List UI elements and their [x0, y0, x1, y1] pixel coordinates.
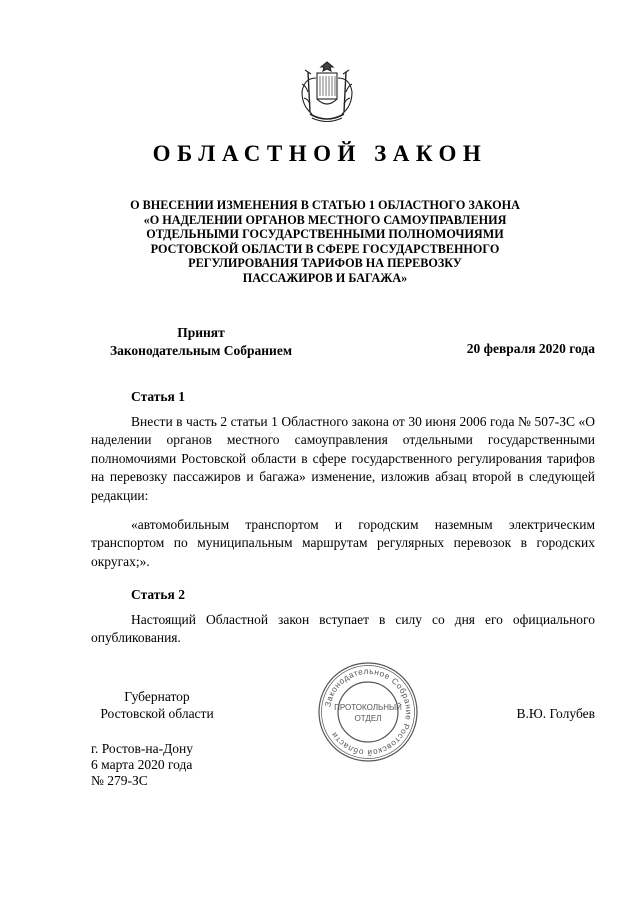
stamp-ring-text: Законодательное Собрание Ростовской области [322, 665, 415, 759]
subject-line: «О НАДЕЛЕНИИ ОРГАНОВ МЕСТНОГО САМОУПРАВЛЕНИЯ [143, 212, 507, 227]
place-date-number [91, 741, 193, 790]
stamp-center-line: ПРОТОКОЛЬНЫЙ [334, 703, 402, 712]
signer-position-line: Губернатор [124, 689, 190, 704]
signer-position-line: Ростовской области [100, 705, 214, 721]
coat-of-arms-icon [296, 58, 358, 126]
adopted-label: Принят [177, 325, 225, 340]
law-number: № 279-ЗС [91, 773, 148, 789]
place-city: г. Ростов-на-Дону [91, 741, 194, 756]
subject-line: РОСТОВСКОЙ ОБЛАСТИ В СФЕРЕ ГОСУДАРСТВЕННОГО [150, 241, 500, 256]
law-subject [100, 198, 550, 286]
subject-line: ОТДЕЛЬНЫМИ ГОСУДАРСТВЕННЫМИ ПОЛНОМОЧИЯМИ [146, 227, 504, 242]
subject-line: О ВНЕСЕНИИ ИЗМЕНЕНИЯ В СТАТЬЮ 1 ОБЛАСТНОГО ЗАКОНА [130, 198, 520, 212]
adoption-block [91, 324, 311, 360]
stamp-center-line: ОТДЕЛ [354, 714, 382, 723]
article-1-paragraph-2: «автомобильным транспортом и городским наземным электрическим транспортом по муниципальным маршрутам регулярных перевозок в городских округах;». [91, 517, 595, 569]
signer-name: В.Ю. Голубев [516, 706, 595, 721]
signer-position [91, 689, 223, 722]
signing-date: 6 марта 2020 года [91, 757, 193, 773]
article-2-heading: Статья 2 [131, 587, 185, 602]
adopted-date: 20 февраля 2020 года [466, 341, 595, 356]
subject-line: РЕГУЛИРОВАНИЯ ТАРИФОВ НА ПЕРЕВОЗКУ [188, 256, 462, 271]
article-1-paragraph-1: Внести в часть 2 статьи 1 Областного закона от 30 июня 2006 года № 507-ЗС «О наделении органов местного самоуправления отдельными государственными полномочиями Ростовской области в сфере государственного регулирования тарифов на перевозку пассажиров и багажа» изменение, изложив абзац второй в следующей редакции: [91, 414, 595, 503]
subject-line: ПАССАЖИРОВ И БАГАЖА» [242, 270, 408, 285]
official-stamp [316, 660, 420, 764]
document-title: ОБЛАСТНОЙ ЗАКОН [152, 141, 488, 166]
article-2-paragraph-1: Настоящий Областной закон вступает в силу со дня его официального опубликования. [91, 612, 595, 646]
adopted-by: Законодательным Собранием [109, 343, 293, 358]
article-1-heading: Статья 1 [131, 389, 185, 404]
